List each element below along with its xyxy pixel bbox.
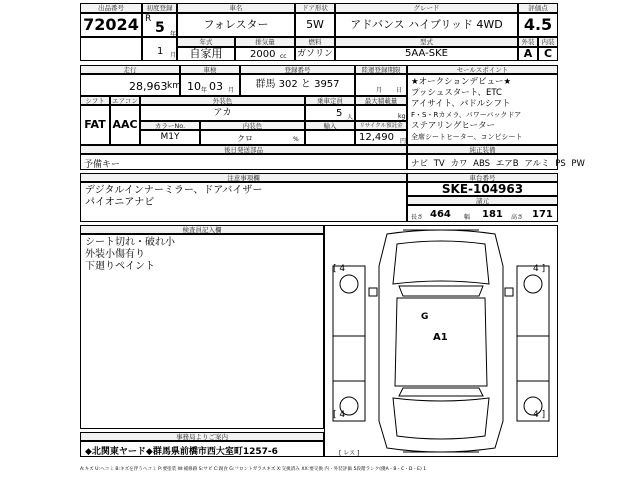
inspector-line: 下廻りペイント — [85, 261, 155, 272]
month-unit: 月 — [170, 52, 177, 59]
year-unit: 年 — [170, 31, 177, 38]
model-type: 5AA-SKE — [335, 47, 518, 61]
color-no-label: カラーNo. — [140, 121, 200, 130]
max-load-label: 最大積載量 — [355, 96, 407, 105]
inspection-month: 03 — [209, 80, 223, 93]
transfer-deadline-label: 陸運登録期限 — [355, 65, 407, 74]
displacement-label: 排気量 — [235, 37, 295, 47]
damage-diagram — [324, 225, 558, 457]
inspection-year: 10 — [187, 80, 201, 93]
purpose: 自家用 — [177, 47, 235, 61]
legend: A:キズ U:ヘコミ B:キズを伴うヘコミ P:要塗装 W:補修跡 S:サビ C:腐食 G:フロントガラスキズ X:交換済み XX:要交換 内・外装評価 5段階ランク(優A・B・C・D・E) 1 — [80, 467, 427, 472]
door-type-label: ドア形状 — [295, 3, 335, 13]
dims-label: 諸元 — [407, 196, 558, 205]
seats-unit: 人 — [347, 114, 354, 121]
import-label: 輸入 — [305, 121, 355, 130]
seats-label: 乗車定員 — [305, 96, 355, 105]
tire-mark-front-left: [ 4 — [333, 264, 346, 274]
fuel-label: 燃料 — [295, 37, 335, 47]
chassis-label: 車台番号 — [407, 173, 558, 182]
mark-a1: A1 — [433, 332, 448, 343]
recycle-fee: 12,490 — [359, 132, 394, 143]
inspector-list — [85, 237, 175, 273]
mark-g: G — [421, 312, 429, 322]
aircon-label: エアコン — [110, 96, 140, 105]
equipment-item: エアB — [495, 159, 519, 169]
shift-label: シフト — [80, 96, 110, 105]
selling-point: ステアリングヒーター — [411, 121, 495, 131]
interior-color-label: 内装色 — [200, 121, 305, 130]
displacement: 2000 — [250, 49, 276, 60]
car-name: フォレスター — [177, 13, 295, 37]
recycle-fee-box — [355, 130, 407, 145]
mileage-label: 走行 — [80, 65, 180, 74]
inspection-label: 車検 — [180, 65, 240, 74]
first-reg-month-box — [142, 37, 177, 61]
width-label: 幅 — [464, 214, 471, 221]
note-line: デジタルインナーミラー、ドアバイザー — [85, 185, 263, 196]
length-label: 長さ — [411, 214, 424, 221]
max-load-box — [355, 105, 407, 121]
door-type: 5W — [295, 13, 335, 37]
displacement-box — [235, 47, 295, 61]
recycle-unit: 円 — [400, 138, 407, 145]
aircon: AAC — [110, 105, 140, 145]
exterior-grade: A — [518, 47, 538, 61]
interior-grade: C — [538, 47, 558, 61]
transfer-day: 日 — [396, 87, 403, 94]
genuine-equipment-box — [407, 154, 585, 170]
era-letter: R — [145, 14, 152, 24]
tire-mark-front-right: 4 ] — [533, 264, 546, 274]
equipment-item: カワ — [450, 159, 468, 169]
interior-color-box — [200, 130, 305, 145]
selling-point: F・S・Rカメラ、パワーバックドア — [411, 111, 522, 119]
tire-mark-rear-left: [ 4 — [333, 410, 346, 420]
selling-point: プッシュスタート、ETC — [411, 88, 502, 98]
score-label: 評価点 — [518, 3, 558, 13]
rear-parts-label: 後日発送部品 — [80, 145, 407, 154]
registration-label: 登録番号 — [240, 65, 355, 74]
first-reg-year-box — [142, 13, 177, 37]
office-label: 事務局よりご案内 — [80, 432, 324, 441]
selling-points-label: セールスポイント — [407, 65, 558, 74]
first-reg-label: 初度登録 — [142, 3, 177, 13]
first-reg-year: 5 — [155, 20, 165, 36]
seats: 5 — [336, 108, 343, 119]
inspection-box — [180, 74, 240, 96]
max-load-unit: kg — [398, 113, 406, 120]
width: 181 — [482, 209, 503, 220]
selling-points-box — [407, 74, 558, 145]
length: 464 — [430, 209, 451, 220]
selling-point: アイサイト、パドルシフト — [411, 99, 511, 109]
height-label: 高さ — [511, 214, 524, 221]
interior-color: クロ — [237, 134, 253, 143]
model-year-label: 年式 — [177, 37, 235, 47]
score: 4.5 — [518, 13, 558, 37]
interior-label: 内装 — [538, 37, 558, 47]
dims-box — [407, 205, 558, 222]
registration-number: 群馬 302 と 3957 — [240, 74, 355, 96]
notes-box — [80, 182, 407, 222]
recycle-fee-label: リサイクル預託金 — [355, 121, 407, 130]
inspector-box — [80, 234, 324, 429]
exterior-label: 外装 — [518, 37, 538, 47]
displacement-unit: cc — [280, 53, 287, 60]
selling-points-list — [411, 77, 522, 143]
height: 171 — [532, 209, 553, 220]
car-name-label: 車名 — [177, 3, 295, 13]
seats-box — [305, 105, 355, 121]
lot-lower-box — [80, 37, 142, 61]
inspector-line: 外装小傷有り — [85, 249, 145, 260]
office-text: ◆北関東ヤード◆群馬県前橋市西大室町1257-6 — [85, 447, 278, 457]
exterior-color: アカ — [140, 105, 305, 121]
transfer-month: 月 — [376, 87, 383, 94]
lot-number: 72024 — [80, 13, 142, 37]
mileage-box — [80, 74, 180, 96]
equipment-item: アルミ — [524, 159, 550, 169]
res-label: [ レス ] — [339, 450, 360, 457]
lot-label: 出品番号 — [80, 3, 142, 13]
genuine-equipment-list — [411, 157, 585, 169]
shift: FAT — [80, 105, 110, 145]
mileage-unit: km — [167, 81, 181, 91]
model-type-label: 型式 — [335, 37, 518, 47]
equipment-item: ABS — [473, 159, 491, 169]
genuine-equipment-label: 純正装備 — [407, 145, 558, 154]
first-reg-month: 1 — [157, 46, 164, 57]
equipment-item: TV — [433, 159, 445, 169]
inspection-month-unit: 月 — [228, 87, 235, 94]
grade: アドバンス ハイブリッド 4WD — [335, 13, 518, 37]
selling-point: 全席シートヒーター、コンビシート — [411, 133, 523, 141]
mileage: 28,963 — [129, 80, 168, 93]
import-box — [305, 130, 355, 145]
transfer-deadline-box — [355, 74, 407, 96]
tire-mark-rear-right: 4 ] — [533, 410, 546, 420]
interior-mark: % — [293, 136, 299, 143]
grade-label: グレード — [335, 3, 518, 13]
note-line: パイオニアナビ — [85, 197, 155, 208]
exterior-color-label: 外装色 — [140, 96, 305, 105]
equipment-item: PS — [555, 159, 566, 169]
fuel: ガソリン — [296, 49, 333, 59]
notes-label: 注意事項欄 — [80, 173, 407, 182]
notes-list — [85, 185, 262, 209]
rear-parts-box — [80, 154, 407, 170]
office-box — [80, 441, 324, 457]
inspection-year-unit: 年 — [201, 87, 208, 94]
inspector-label: 検査員記入欄 — [80, 225, 324, 234]
inspector-line: シート切れ・破れ小 — [85, 237, 175, 248]
chassis-number: SKE-104963 — [407, 182, 558, 196]
selling-point: ★オークションデビュー★ — [411, 77, 512, 87]
rear-parts: 予備キー — [84, 160, 121, 170]
equipment-item: ナビ — [411, 159, 429, 169]
equipment-item: PW — [571, 159, 585, 169]
color-no: M1Y — [140, 130, 200, 145]
